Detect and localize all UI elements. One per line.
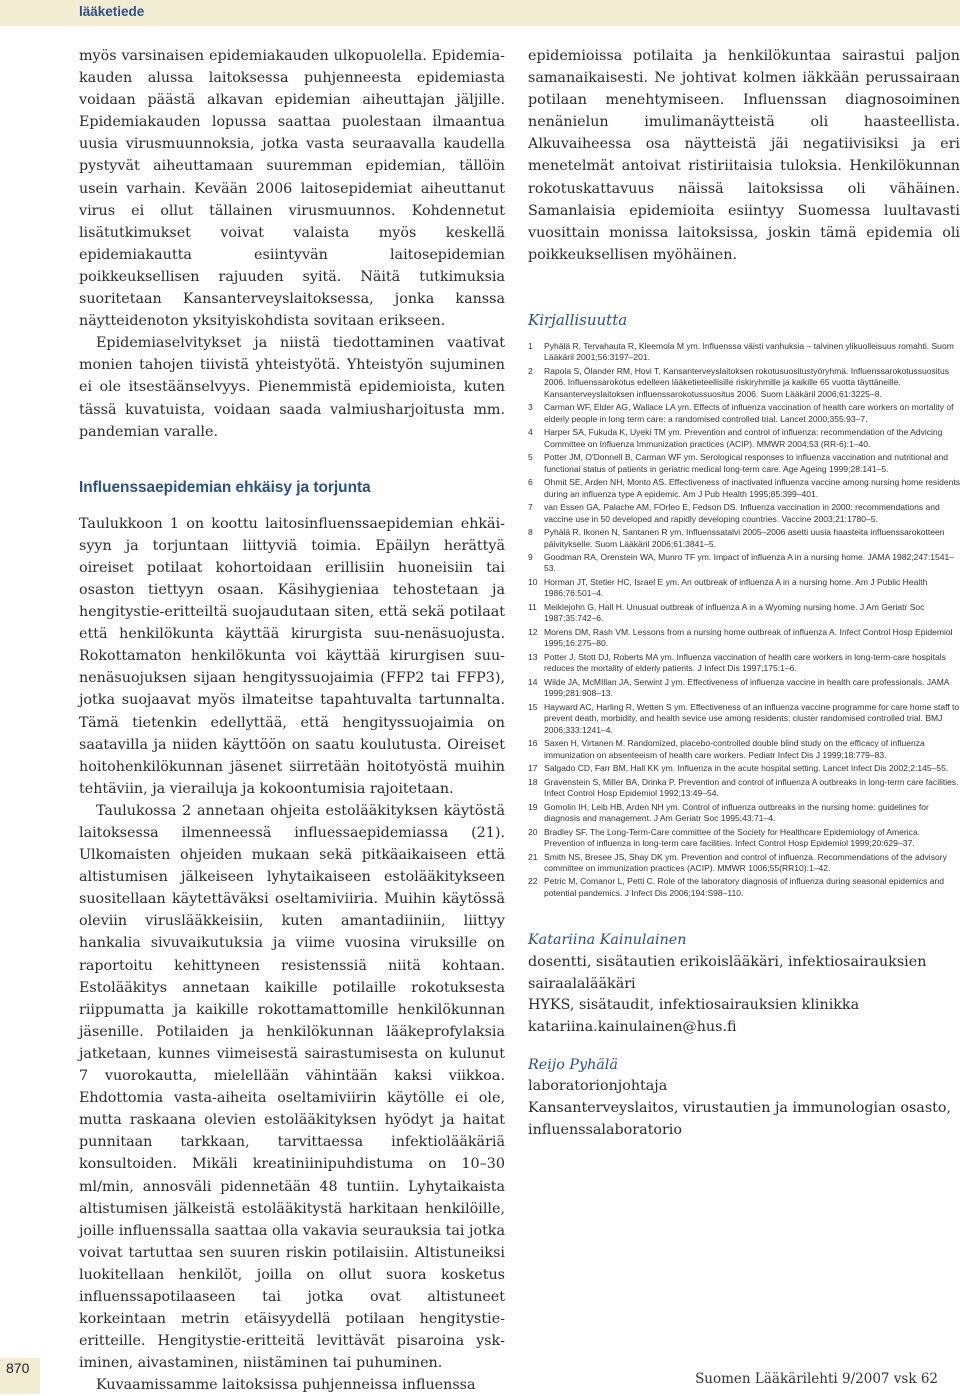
reference-text: Salgado CD, Farr BM, Hall KK ym. Influenza in the acute hospital setting. Lancet Infect Dis 2002;2:145–55. [544,763,949,774]
reference-item [528,777,960,800]
reference-number: 2 [528,365,533,376]
reference-item [528,738,960,761]
left-column [79,45,505,1396]
section-heading: Influenssaepidemian ehkäisy ja torjunta [79,478,371,496]
reference-text: Rapola S, Ölander RM, Hovi T, Kansanterveyslaitoksen rokotusuositustyöryhmä. Influenssarokotussuositus 2006. Influenssarokotus edelleen lääketieteellisille riskiryhmille ja kaikille 65 vuotta täyttäneille. Kansanterveyslaitoksen influenssarokotussuositus 2006. Suom Lääkäril 2006;61:3225–8. [544,365,950,399]
references-list [528,341,960,899]
reference-number: 14 [528,676,538,687]
author-email[interactable]: katariina.kainulainen@hus.fi [528,1019,737,1036]
reference-item [528,527,960,550]
reference-item [528,852,960,875]
reference-text: Ohmit SE, Arden NH, Monto AS. Effectiveness of inactivated influenza vaccine among nursing home residents during an influenza type A epidemic. Am J Pub Health 1995;85:399–401. [544,477,960,499]
author-name: Reijo Pyhälä [528,1056,618,1073]
paragraph: Taulukossa 2 annetaan ohjeita estolääkityksen käytöstä laitoksessa ilmenneessä influessaepidemiassa (21). Ulkomaisten ohjeiden mukaan sekä pitkäaikaiseen että altistumisen jälkeiseen lyhytaikaiseen estolääkitykseen suositellaan käytettäväksi oseltamiviiria. Muihin käytössä oleviin viruslääkkeisiin, kuten amantadiiniin, liittyy hankalia sivuvaikutuksia ja viime vuosina viruksille on raportoitu kehittyneen resistenssiä niitä kohtaan. Estolääkitys annetaan kaikille potilaille rokotuksesta riippumatta ja kaikille rokottamattomille henkilökunnan jäsenille. Potilaiden ja henkilökunnan lääkeprofylaksia jatketaan, kunnes viimeisestä sairastumisesta on kulunut 7 vuorokautta, mielellään vähintään kaksi viikkoa. Ehdottomia vasta-aiheita oseltamiviirin käytölle ei ole, mutta raskaana olevien estolääkityksen hyödyt ja haitat punnitaan tarkkaan, tarvittaessa infektiolääkäriä konsultoiden. Mikäli kreatiniinipuhdistuma on 10–30 ml/min, annosväli pidennetään 48 tuntiin. Lyhytaikaista altistumisen jälkeistä estolääkitystä harkitaan henkilöille, joille influenssalla saattaa olla vakavia seurauksia tai jotka voivat tartuttaa sen suuren riskin potilaisiin. Altistuneiksi luokitellaan henkilöt, joilla on ollut suora kosketus influenssapotilaaseen tai jotka ovat altistuneet korkeintaan metrin etäisyydellä potilaan hengitystie-eritteille. Hengitystie-eritteitä levittävät pisaroina yskiminen, aivastaminen, niistäminen tai puhuminen. [79,802,505,1372]
reference-number: 5 [528,452,533,463]
author-name: Katariina Kainulainen [528,932,687,949]
reference-item [528,341,960,364]
paragraph: epidemioissa potilaita ja henkilökuntaa sairastui paljon samanaikaisesti. Ne johtivat kolmen iäkkään perussairaan potilaan menehtymiseen. Influenssan diagnosoiminen nenänielun imulimanäytteistä oli haasteellista. Alkuvaiheessa osa näytteistä jäi negatiivisiksi ja eri menetelmät antoivat ristiriitaisia tuloksia. Henkilökunnan rokotuskattavuus näissä laitoksissa oli vähäinen. Samanlaisia epidemioita esiintyy Suomessa luultavasti vuosittain monissa laitoksissa, joskin tämä epidemia oli poikkeuksellisen myöhäinen. [528,48,960,263]
journal-footer: Suomen Lääkärilehti 9/2007 vsk 62 [695,1371,938,1387]
reference-item [528,627,960,650]
reference-text: Meiklejohn G, Hall H. Unusual outbreak of influenza A in a Wyoming nursing home. J Am Geriatr Soc 1987;35:742–6. [544,601,925,624]
reference-item [528,827,960,850]
reference-text: Petric M, Comanor L, Petti C. Role of the laboratory diagnosis of influenza during seasonal epidemics and potential pandemics. J Infect Dis 2006;194:S98–110. [544,876,945,898]
reference-item [528,552,960,575]
author-org: Kansanterveyslaitos, virustautien ja immunologian osasto, influenssalaboratorio [528,1100,952,1138]
references-heading: Kirjallisuutta [528,310,628,329]
reference-item [528,677,960,700]
reference-text: Goodman RA, Orenstein WA, Munro TF ym. Impact of influenza A in a nursing home. JAMA 1982;247:1541–53. [544,552,954,574]
reference-text: Carman WF, Elder AG, Wallace LA ym. Effects of influenza vaccination of health care workers on mortality of elderly people in long term care: a randomised controlled trial. Lancet 2000;355:93–7. [544,402,954,424]
reference-number: 10 [528,577,538,588]
reference-number: 11 [528,601,537,612]
reference-number: 19 [528,801,538,812]
reference-number: 15 [528,701,538,712]
page-number: 870 [6,1360,30,1376]
reference-item [528,502,960,525]
reference-text: Potter JM, O'Donnell B, Carman WF ym. Serological responses to influenza vaccination and nutritional and functional status of patients in geriatric medical long-term care. Age Ageing 1999;28:141–5. [544,452,949,474]
reference-number: 20 [528,826,538,837]
reference-number: 21 [528,851,538,862]
author-title: laboratorionjohtaja [528,1078,668,1095]
reference-number: 3 [528,402,533,413]
reference-number: 22 [528,876,538,887]
reference-number: 4 [528,427,533,438]
reference-text: van Essen GA, Palache AM, FOrleo E, Fedson DS. Influenza vaccination in 2000: recommendations and vaccine use in 50 developed and rapidly developing countries. Vaccine 2003;21:1780–5. [544,502,940,524]
reference-number: 16 [528,738,538,749]
reference-item [528,763,960,774]
reference-item [528,366,960,400]
reference-text: Potter J, Stott DJ, Roberts MA ym. Influenza vaccination of health care workers in long-term-care hospitals reduces the mortality of elderly patients. J Infect Dis 1997;175:1–6. [544,651,946,674]
reference-text: Smith NS, Bresee JS, Shay DK ym. Prevention and control of influenza. Recommendations of the advisory committee on immunization practices (ACIP). MMWR 1006;55(RR10):1–42. [544,851,947,873]
reference-number: 18 [528,776,538,787]
author-block [528,930,960,1039]
paragraph: Epidemiaselvitykset ja niistä tiedottaminen vaativat monien tahojen tiivistä yhteistyötä. Yhteistyön sujuminen ei ole itsestäänselvyys. Pienemmistä epidemioista, kuten tässä kuvatuista, voidaan saada valmiusharjoitusta mm. pandemian varalle. [79,335,505,440]
right-column [528,45,960,1142]
section-tag: lääketiede [79,4,145,19]
reference-text: Saxen H, Virtanen M. Randomized, placebo-controlled double blind study on the efficacy of influenza immunization on absenteeism of health care workers. Pediatr Infect Dis J 1999;18:779–83. [544,738,925,760]
reference-number: 13 [528,651,538,662]
reference-item [528,876,960,899]
reference-number: 17 [528,763,538,774]
reference-text: Harper SA, Fukuda K, Uyeki TM ym. Prevention and control of influenza: recommendation of the Advicing Committee on Influenza Immunization practices (ACIP). MMWR 2004;53 (RR-6):1–40. [544,427,943,449]
author-org: HYKS, sisätaudit, infektiosairauksien klinikka [528,997,860,1014]
reference-item [528,577,960,600]
reference-item [528,427,960,450]
reference-text: Horman JT, Stetler HC, Israel E ym. An outbreak of influenza A in a nursing home. Am J Public Health 1986;76:501–4. [544,577,928,599]
reference-number: 1 [528,341,533,352]
reference-item [528,652,960,675]
reference-item [528,452,960,475]
reference-item [528,402,960,425]
reference-number: 7 [528,502,533,513]
reference-item [528,702,960,736]
paragraph: Kuvaamissamme laitoksissa puhjenneissa influenssa [96,1377,476,1394]
paragraph: Taulukkoon 1 on koottu laitosinfluenssaepidemian ehkäisyyn ja torjuntaan liittyviä toimia. Epäilyn herättyä oireiset potilaat kohortoidaan erillisiin huoneisiin tai osaston tiettyyn osaan. Käsihygieniaa tehostetaan ja hengitystie-eritteiltä suojaudutaan siten, että sekä potilaat että henkilökunta käyttää kirurgista suu-nenäsuojusta. Rokottamaton henkilökunta voi käyttää kirurgisen suu-nenäsuojuksen sijaan hengityssuojaimia (FFP2 tai FFP3), jotka suojaavat myös ilmateitse tapahtuvalta tartunnalta. Tämä tietenkin edellyttää, että hengityssuojaimia on saatavilla ja niiden käyttöön on saatu koulutusta. Oireiset hoitohenkilökunnan jäsenet siirretään hoitotyöstä muihin tehtäviin, ja vierailuja ja kokoontumisia rajoitetaan. [79,515,505,797]
reference-text: Pyhälä R, Ikonen N, Santanen R ym. Influenssatalvi 2005–2006 asetti uusia haasteita influenssarokotteen päivitykselle. Suom Lääkäril 2006;61:3841–5. [544,527,945,549]
reference-text: Pyhälä R, Tervahauta R, Kleemola M ym. Influenssa väisti vanhuksia – talvinen ylikuolleisuus romahti. Suom Lääkäril 2001;56:3197–201. [544,341,954,363]
reference-text: Gravenstein S, Miller BA, Drinka P. Prevention and control of influenza A outbreaks in long-term care facilities. Infect Control Hosp Epidemiol 1992;13:49–54. [544,776,959,799]
reference-item [528,477,960,500]
paragraph: myös varsinaisen epidemiakauden ulkopuolella. Epidemiakauden alussa laitoksessa puhjenneesta epidemiasta voidaan päästä alkavan epidemian aiheuttajan jäljille. Epidemiakauden lopussa saattaa puolestaan ilmaantua uusia virusmuunnoksia, jotka vasta seuraavalla kaudella pystyvät aiheuttamaan suuremman epidemian, tällöin usein varhain. Kevään 2006 laitosepidemiat aiheuttanut virus ei ollut tällainen virusmuunnos. Kohdennetut lisätutkimukset voivat valaista myös keskellä epidemiakautta esiintyvän laitosepidemian poikkeuksellisen rajuuden syitä. Näitä tutkimuksia suoritetaan Kansanterveyslaitoksessa, jonka kanssa näytteidenoton yksityiskohdista sovitaan erikseen. [79,48,505,330]
reference-text: Wilde JA, McMIllan JA, Serwint J ym. Effectiveness of influenza vaccine in health care professionals. JAMA 1999;281:908–13. [544,676,950,699]
author-title: dosentti, sisätautien erikoislääkäri, infektiosairauksien sairaalalääkäri [528,953,927,992]
reference-text: Bradley SF. The Long-Term-Care committee of the Society for Healthcare Epidemiology of America. Prevention of influenza in long-term care facilities. Infect Control Hosp Epidemiol 1999;20:629–37. [544,826,921,848]
author-block [528,1055,960,1142]
reference-item [528,802,960,825]
reference-number: 8 [528,527,533,538]
reference-text: Hayward AC, Harling R, Wetten S ym. Effectiveness of an influenza vaccine programme for care home staff to prevent death, morbidity, and health sevice use among residents: cluster randomised controlled trial. BMJ 2006;333:1241–4. [544,701,960,735]
reference-item [528,602,960,625]
reference-number: 6 [528,477,533,488]
reference-text: Morens DM, Rash VM. Lessons from a nursing home outbreak of influenza A. Infect Control Hosp Epidemiol 1995;16:275–80. [544,626,953,649]
reference-number: 9 [528,552,533,563]
reference-text: Gomolin IH, Leib HB, Arden NH ym. Control of influenza outbreaks in the nursing home: guidelines for diagnosis and management. J Am Geriatr Soc 1995;43:71–4. [544,801,929,823]
reference-number: 12 [528,626,538,637]
